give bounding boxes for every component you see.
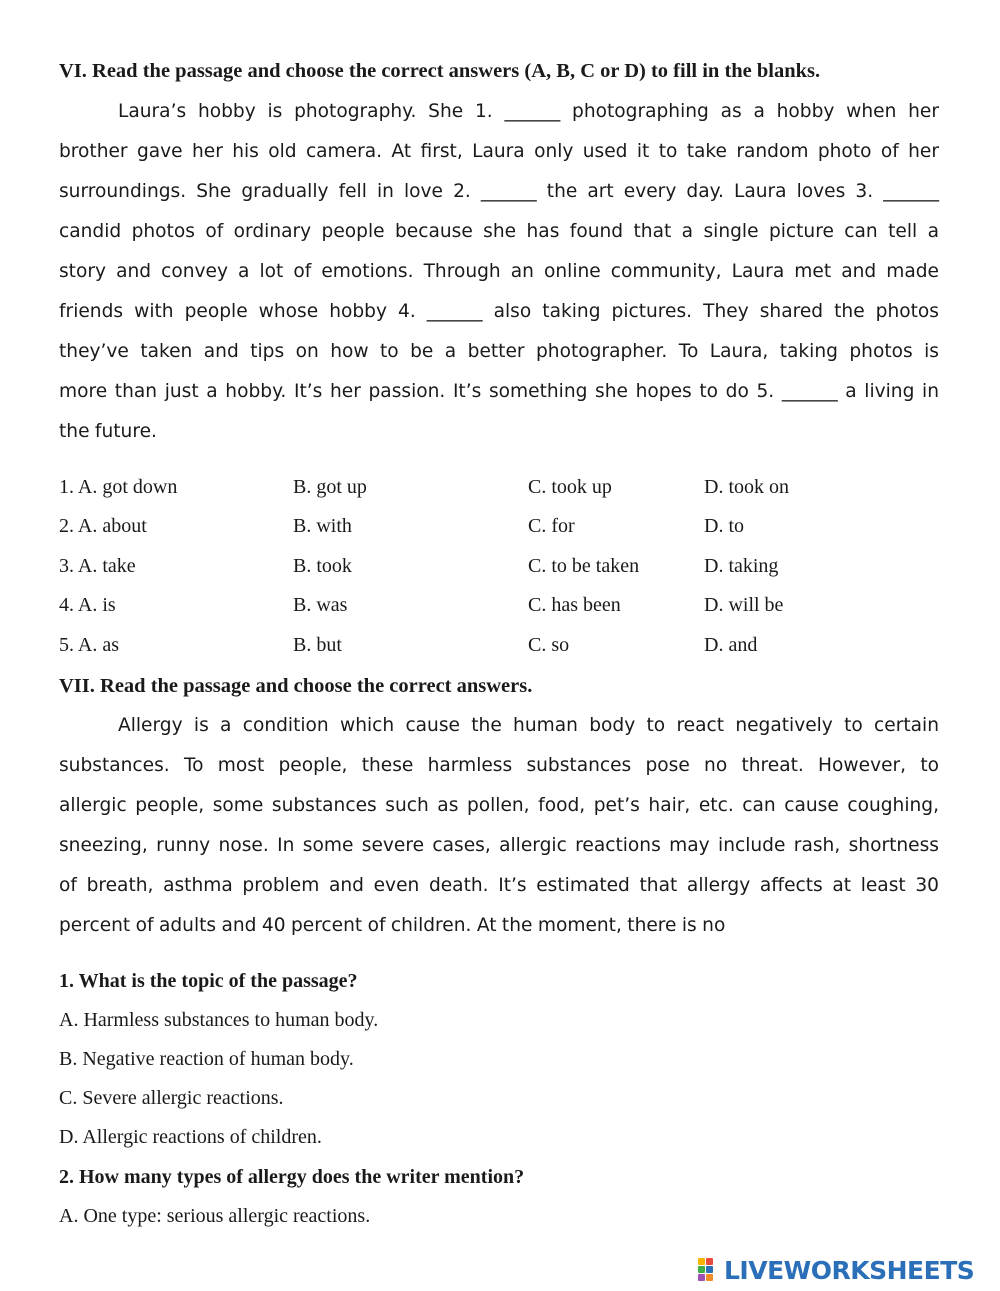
option-c[interactable]: C. has been bbox=[528, 594, 621, 616]
passage-line: more than just a hobby. It’s her passion. It’s something she hopes to do 5. ______ a living in bbox=[59, 381, 939, 402]
option-a[interactable]: 5. A. as bbox=[59, 634, 119, 656]
option-c[interactable]: C. so bbox=[528, 634, 570, 656]
passage-line: sneezing, runny nose. In some severe cases, allergic reactions may include rash, shortness bbox=[59, 835, 939, 856]
logo-text: LIVEWORKSHEETS bbox=[724, 1255, 975, 1285]
option-d[interactable]: D. took on bbox=[704, 476, 789, 498]
passage-line: they’ve taken and tips on how to be a better photographer. To Laura, taking photos is bbox=[59, 341, 939, 362]
option-c[interactable]: C. took up bbox=[528, 476, 612, 498]
option-d[interactable]: D. taking bbox=[704, 555, 779, 577]
passage-line: brother gave her his old camera. At first, Laura only used it to take random photo of her bbox=[59, 141, 939, 162]
answer-option[interactable]: B. Negative reaction of human body. bbox=[59, 1048, 354, 1070]
option-b[interactable]: B. with bbox=[293, 515, 352, 537]
passage-line: story and convey a lot of emotions. Through an online community, Laura met and made bbox=[59, 261, 939, 282]
question-2: 2. How many types of allergy does the writer mention? bbox=[59, 1166, 525, 1188]
option-c[interactable]: C. for bbox=[528, 515, 575, 537]
question-1: 1. What is the topic of the passage? bbox=[59, 970, 358, 992]
liveworksheets-logo-icon bbox=[698, 1258, 722, 1282]
section-6-passage bbox=[59, 92, 939, 452]
passage-line: surroundings. She gradually fell in love 2. ______ the art every day. Laura loves 3. ______ bbox=[59, 181, 939, 202]
answer-option[interactable]: C. Severe allergic reactions. bbox=[59, 1087, 284, 1109]
section-6-heading: VI. Read the passage and choose the correct answers (A, B, C or D) to fill in the blanks. bbox=[59, 60, 821, 82]
passage-line: allergic people, some substances such as pollen, food, pet’s hair, etc. can cause coughing, bbox=[59, 795, 939, 816]
passage-line: candid photos of ordinary people because she has found that a single picture can tell a bbox=[59, 221, 939, 242]
liveworksheets-logo bbox=[698, 1254, 974, 1286]
option-b[interactable]: B. but bbox=[293, 634, 342, 656]
option-c[interactable]: C. to be taken bbox=[528, 555, 640, 577]
option-b[interactable]: B. took bbox=[293, 555, 352, 577]
option-b[interactable]: B. got up bbox=[293, 476, 367, 498]
passage-line: Laura’s hobby is photography. She 1. ______ photographing as a hobby when her bbox=[118, 101, 939, 122]
passage-line: of breath, asthma problem and even death. It’s estimated that allergy affects at least 30 bbox=[59, 875, 939, 896]
passage-line: friends with people whose hobby 4. ______ also taking pictures. They shared the photos bbox=[59, 301, 939, 322]
answer-option[interactable]: A. One type: serious allergic reactions. bbox=[59, 1205, 371, 1227]
passage-line: Allergy is a condition which cause the human body to react negatively to certain bbox=[118, 715, 939, 736]
option-a[interactable]: 4. A. is bbox=[59, 594, 116, 616]
section-7-heading: VII. Read the passage and choose the correct answers. bbox=[59, 675, 533, 697]
option-d[interactable]: D. will be bbox=[704, 594, 784, 616]
passage-line: substances. To most people, these harmless substances pose no threat. However, to bbox=[59, 755, 939, 776]
option-d[interactable]: D. to bbox=[704, 515, 744, 537]
passage-line: the future. bbox=[59, 421, 157, 442]
option-b[interactable]: B. was bbox=[293, 594, 348, 616]
option-d[interactable]: D. and bbox=[704, 634, 758, 656]
answer-option[interactable]: D. Allergic reactions of children. bbox=[59, 1126, 322, 1148]
answer-option[interactable]: A. Harmless substances to human body. bbox=[59, 1009, 379, 1031]
option-a[interactable]: 2. A. about bbox=[59, 515, 147, 537]
passage-line: percent of adults and 40 percent of children. At the moment, there is no bbox=[59, 915, 726, 936]
option-a[interactable]: 1. A. got down bbox=[59, 476, 178, 498]
section-7-passage bbox=[59, 706, 939, 946]
option-a[interactable]: 3. A. take bbox=[59, 555, 136, 577]
